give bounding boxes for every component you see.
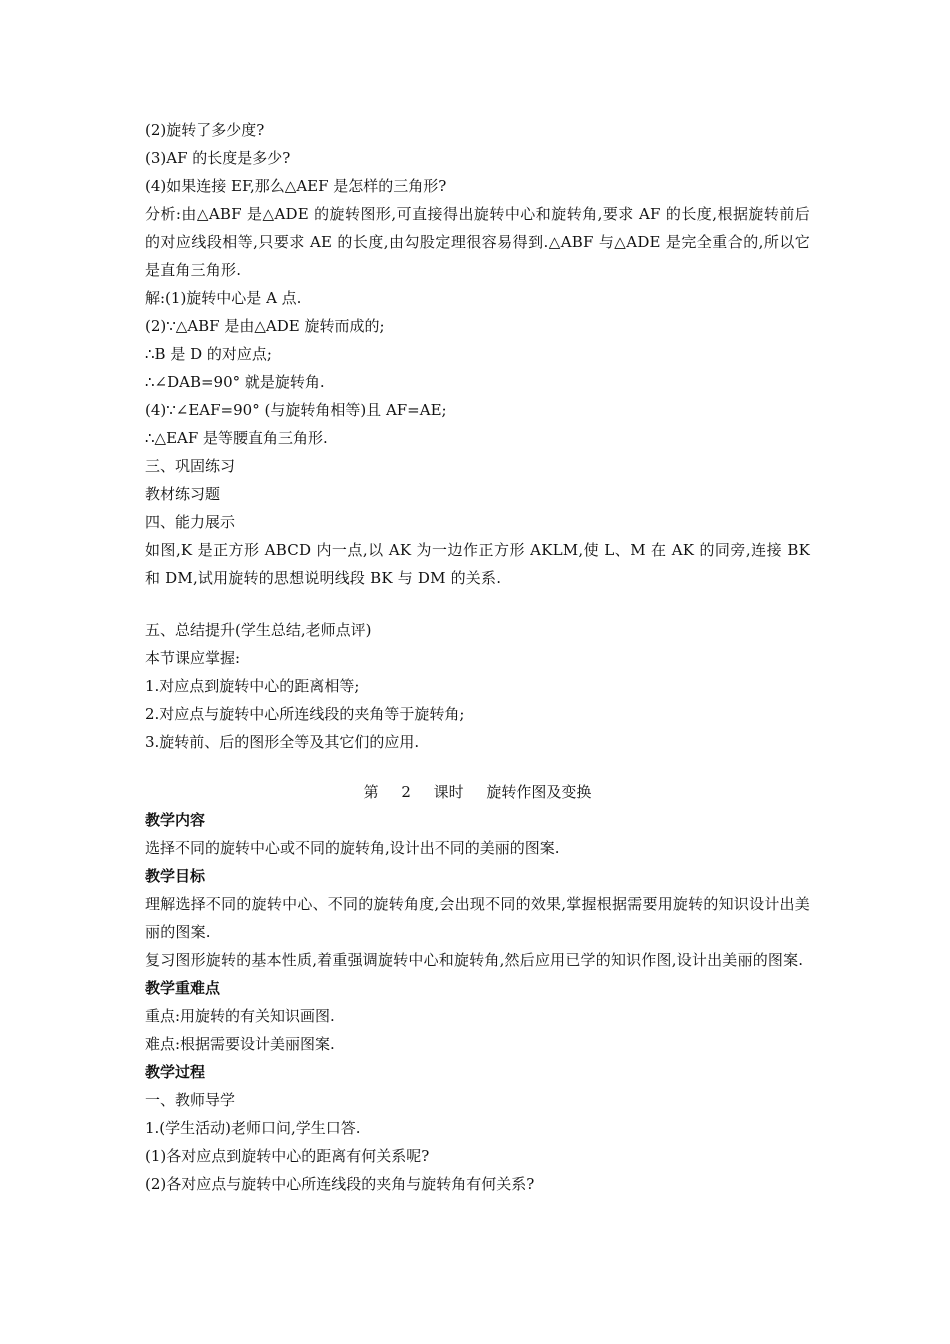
solution-line-4: ∴∠DAB=90° 就是旋转角. bbox=[145, 373, 325, 391]
difficult-point: 难点:根据需要设计美丽图案. bbox=[145, 1035, 335, 1053]
teaching-goals-body-2: 复习图形旋转的基本性质,着重强调旋转中心和旋转角,然后应用已学的知识作图,设计出美丽的图案. bbox=[145, 951, 804, 969]
question-3: (3)AF 的长度是多少? bbox=[145, 149, 291, 167]
solution-line-1: 解:(1)旋转中心是 A 点. bbox=[145, 289, 302, 307]
spacer bbox=[145, 592, 810, 616]
summary-item-1: 1.对应点到旋转中心的距离相等; bbox=[145, 677, 360, 695]
teaching-content-body: 选择不同的旋转中心或不同的旋转角,设计出不同的美丽的图案. bbox=[145, 839, 560, 857]
section-5-title: 五、总结提升(学生总结,老师点评) bbox=[145, 621, 372, 639]
process-question-1: (1)各对应点到旋转中心的距离有何关系呢? bbox=[145, 1147, 430, 1165]
section-3-body: 教材练习题 bbox=[145, 485, 221, 503]
document-page bbox=[145, 116, 810, 1198]
section-5-intro: 本节课应掌握: bbox=[145, 649, 241, 667]
teaching-process-heading: 教学过程 bbox=[145, 1063, 206, 1081]
solution-line-5: (4)∵∠EAF=90° (与旋转角相等)且 AF=AE; bbox=[145, 401, 447, 419]
section-3-title: 三、巩固练习 bbox=[145, 457, 236, 475]
lesson-2-title: 第 2 课时 旋转作图及变换 bbox=[363, 783, 592, 801]
teaching-goals-heading: 教学目标 bbox=[145, 867, 206, 885]
teaching-content-heading: 教学内容 bbox=[145, 811, 206, 829]
solution-line-2: (2)∵△ABF 是由△ADE 旋转而成的; bbox=[145, 317, 385, 335]
process-item-1: 1.(学生活动)老师口问,学生口答. bbox=[145, 1119, 361, 1137]
summary-item-3: 3.旋转前、后的图形全等及其它们的应用. bbox=[145, 733, 420, 751]
key-point: 重点:用旋转的有关知识画图. bbox=[145, 1007, 335, 1025]
section-4-title: 四、能力展示 bbox=[145, 513, 236, 531]
question-2: (2)旋转了多少度? bbox=[145, 121, 265, 139]
summary-item-2: 2.对应点与旋转中心所连线段的夹角等于旋转角; bbox=[145, 705, 465, 723]
section-4-body: 如图,K 是正方形 ABCD 内一点,以 AK 为一边作正方形 AKLM,使 L、M 在 AK 的同旁,连接 BK 和 DM,试用旋转的思想说明线段 BK 与 DM 的关系. bbox=[145, 541, 810, 587]
key-points-heading: 教学重难点 bbox=[145, 979, 221, 997]
question-4: (4)如果连接 EF,那么△AEF 是怎样的三角形? bbox=[145, 177, 447, 195]
solution-line-3: ∴B 是 D 的对应点; bbox=[145, 345, 272, 363]
analysis-paragraph: 分析:由△ABF 是△ADE 的旋转图形,可直接得出旋转中心和旋转角,要求 AF 的长度,根据旋转前后的对应线段相等,只要求 AE 的长度,由勾股定理很容易得到.△ABF 与△ADE 是完全重合的,所以它是直角三角形. bbox=[145, 205, 810, 279]
solution-line-6: ∴△EAF 是等腰直角三角形. bbox=[145, 429, 328, 447]
teaching-process-sub: 一、教师导学 bbox=[145, 1091, 236, 1109]
teaching-goals-body-1: 理解选择不同的旋转中心、不同的旋转角度,会出现不同的效果,掌握根据需要用旋转的知识设计出美丽的图案. bbox=[145, 895, 810, 941]
process-question-2: (2)各对应点与旋转中心所连线段的夹角与旋转角有何关系? bbox=[145, 1175, 535, 1193]
